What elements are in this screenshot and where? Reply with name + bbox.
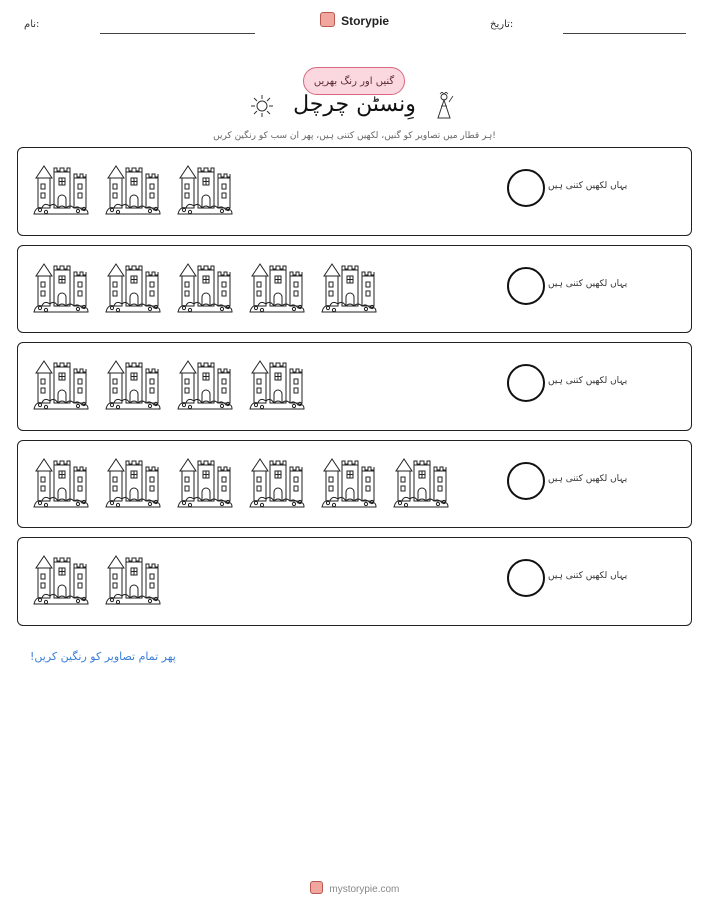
princess-icon	[433, 92, 455, 120]
count-row	[17, 245, 692, 333]
castle-icon	[176, 258, 236, 314]
castle-icon	[320, 258, 380, 314]
answer-circle[interactable]	[507, 462, 545, 500]
storypie-logo-icon	[310, 881, 323, 894]
castle-icon	[104, 355, 164, 411]
date-label: تاریخ:	[490, 19, 514, 30]
count-row	[17, 147, 692, 236]
castle-icon	[104, 160, 164, 216]
castle-group	[32, 160, 236, 216]
castle-group	[32, 355, 308, 411]
castle-group	[32, 258, 380, 314]
brand-text: Storypie	[341, 14, 390, 28]
brand	[0, 12, 709, 28]
count-row	[17, 440, 692, 528]
answer-label: یہاں لکھیں کتنی ہیں	[548, 181, 628, 191]
castle-icon	[104, 550, 164, 606]
castle-icon	[176, 453, 236, 509]
castle-icon	[32, 355, 92, 411]
footer-note: پھر تمام تصاویر کو رنگین کریں!	[30, 650, 176, 663]
answer-circle[interactable]	[507, 169, 545, 207]
name-label: نام:	[24, 19, 40, 30]
answer-label: یہاں لکھیں کتنی ہیں	[548, 571, 628, 581]
castle-icon	[32, 258, 92, 314]
activity-badge: گنیں اور رنگ بھریں	[303, 67, 405, 95]
count-row	[17, 342, 692, 431]
instructions: ہر قطار میں تصاویر کو گنیں، لکھیں کتنی ہیں، پھر ان سب کو رنگین کریں!	[213, 131, 496, 141]
castle-icon	[176, 160, 236, 216]
date-line[interactable]	[563, 33, 686, 34]
castle-icon	[248, 258, 308, 314]
answer-label: یہاں لکھیں کتنی ہیں	[548, 376, 628, 386]
castle-icon	[320, 453, 380, 509]
castle-icon	[104, 258, 164, 314]
storypie-logo-icon	[320, 12, 335, 27]
castle-icon	[32, 160, 92, 216]
castle-group	[32, 550, 164, 606]
site-url: mystorypie.com	[329, 884, 400, 895]
answer-circle[interactable]	[507, 364, 545, 402]
castle-icon	[392, 453, 452, 509]
castle-icon	[248, 355, 308, 411]
page-title: وِنسٹن چرچل	[293, 92, 416, 117]
site-footer	[0, 881, 709, 895]
castle-icon	[32, 453, 92, 509]
castle-icon	[248, 453, 308, 509]
castle-group	[32, 453, 452, 509]
count-row	[17, 537, 692, 626]
name-line[interactable]	[100, 33, 255, 34]
castle-icon	[176, 355, 236, 411]
castle-icon	[32, 550, 92, 606]
castle-icon	[104, 453, 164, 509]
answer-label: یہاں لکھیں کتنی ہیں	[548, 474, 628, 484]
answer-label: یہاں لکھیں کتنی ہیں	[548, 279, 628, 289]
answer-circle[interactable]	[507, 559, 545, 597]
answer-circle[interactable]	[507, 267, 545, 305]
